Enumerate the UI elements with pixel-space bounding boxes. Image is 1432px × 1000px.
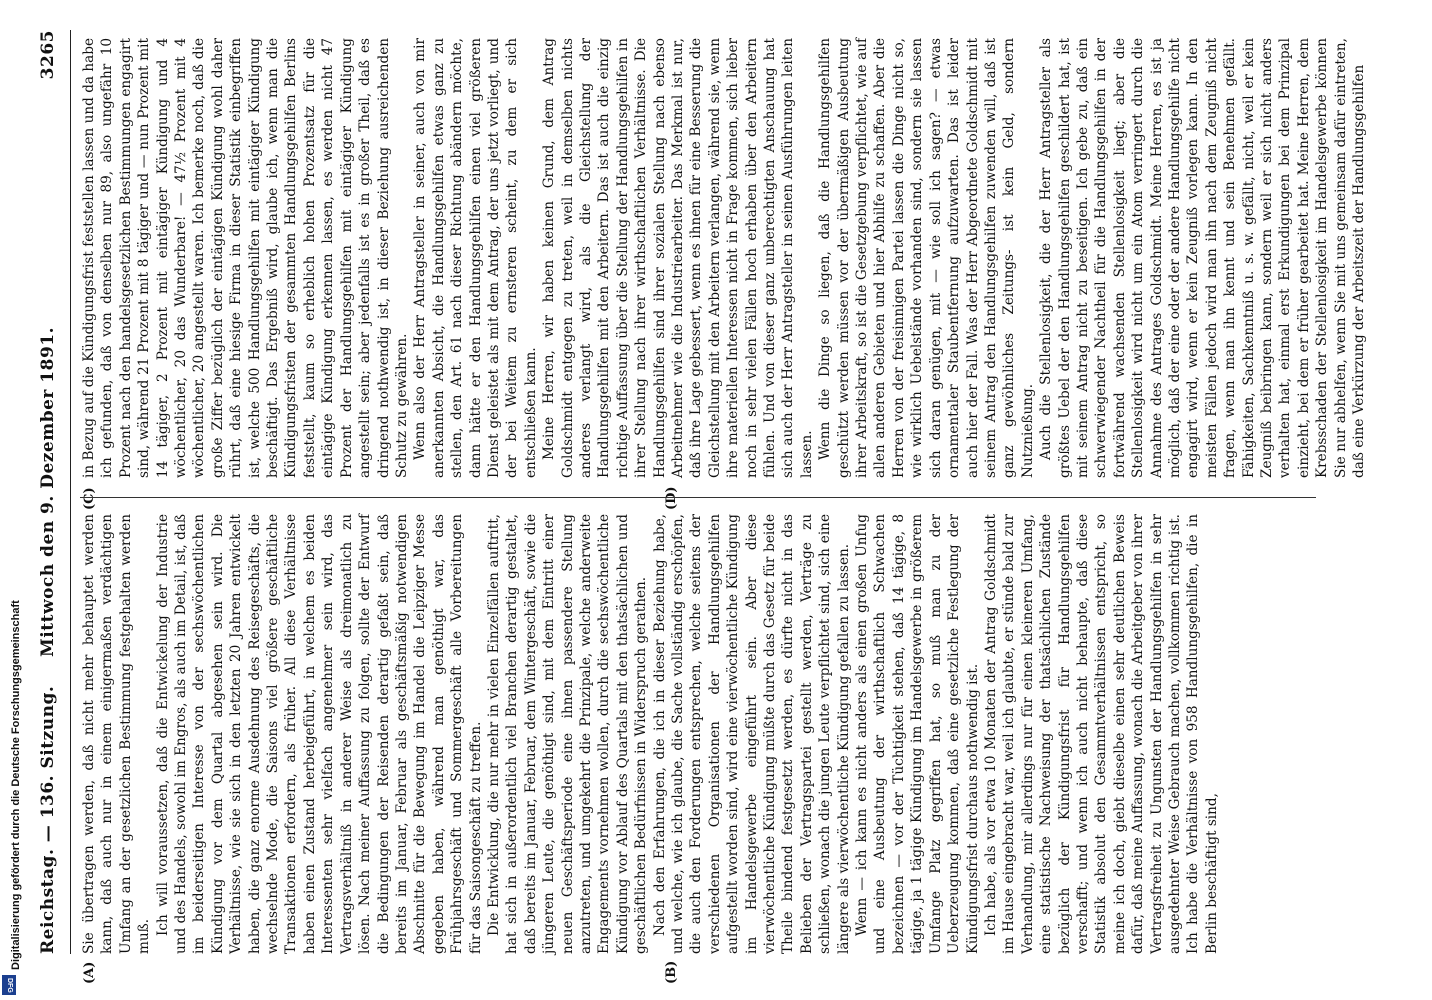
paragraph: in Bezug auf die Kündigungsfrist feststellen lassen und da habe ich gefunden, daß von denselben nur 89, also ungefähr 10 Prozent nach den handelsgesetzlichen Bestimmungen engagirt sind, während 21 Prozent mit 8 tägiger und — nun Prozent mit 14 tägiger, 2 Prozent mit eintägiger Kündigung und 4 wöchentlicher, 20 das Wunderbare! — 47½ Prozent mit 4 wöchentlicher, 20 angestellt waren. Ich bemerke noch, daß die große Ziffer bezüglich der eintägigen Kündigung wohl daher rührt, daß eine hiesige Firma in dieser Statistik einbegriffen ist, welche 500 Handlungsgehilfen mit eintägiger Kündigung beschäftigt. Das Ergebniß wird, glaube ich, wenn man die Kündigungsfristen der gesammten Handlungsgehilfen Berlins feststellt, kaum so erheblich hohen Prozentsatz für die eintägige Kündigung erkennen lassen, es werden nicht 47 Prozent der Handlungsgehilfen mit eintägiger Kündigung angestellt sein; aber jedenfalls ist es in großer Theil, daß es dringend nothwendig ist, in dieser Beziehung ausreichenden Schutz zu gewähren. [81,38,410,478]
margin-mark-b: (B) [664,960,679,984]
paragraph: Wenn also der Herr Antragsteller in seiner, auch von mir anerkannten Absicht, die Handlungsgehilfen etwas ganz zu stellen, den Art. 61 nach dieser Richtung abändern möchte, dann hätte er den Handlungsgehilfen einen viel größeren Dienst geleistet als mit dem Antrag, der uns jetzt vorliegt, und der bei Weitem zu ernsteren scheint, zu dem er sich entschließen kann. [412,38,539,478]
footer-strip [0,0,20,1000]
paragraph: Ich habe, als vor etwa 10 Monaten der Antrag Goldschmidt im Hause eingebracht war, weil ich glaubte, er stünde bald zur Verhandlung, mir allerdings nur für einen kleineren Umfang, eine statistische Nachweisung der thatsächlichen Zustände bezüglich der Kündigungsfrist für Handlungsgehilfen verschafft; und wenn ich auch nicht behaupte, daß diese Statistik absolut den Gesammtverhältnissen entspricht, so meine ich doch, giebt dieselbe einen sehr deutlichen Beweis dafür, daß meine Auffassung, wonach die Arbeitgeber von ihrer Vertragsfreiheit zu Ungunsten der Handlungsgehilfen in sehr ausgedehnter Weise Gebrauch machen, vollkommen richtig ist. Ich habe die Verhältnisse von 958 Handlungsgehilfen, die in Berlin beschäftigt sind, [982,514,1220,954]
header-date: Mittwoch den 9. Dezember 1891. [38,326,58,658]
scanned-page [24,6,1368,994]
text-column-right [80,38,1368,478]
margin-mark-d: (D) [664,486,679,510]
paragraph: Wenn — ich kann es nicht anders als einen großen Unfug und eine Ausbeutung der wirthschaftlich Schwachen bezeichnen — vor der Tüchtigkeit stehen, daß 14 tägige, 8 tägige, ja 1 tägige Kündigung im Handelsgewerbe in größerem Umfange Platz gegriffen hat, so muß man zu der Ueberzeugung kommen, daß eine gesetzliche Festlegung der Kündigungsfrist durchaus nothwendig ist. [854,514,981,954]
header-session: Reichstag. — 136. Sitzung. [38,685,58,954]
text-column-left [80,514,1221,954]
paragraph: Nach den Erfahrungen, die ich in dieser Beziehung habe, und welche, wie ich glaube, die Sache vollständig erschöpfen, die auch den Forderungen entsprechen, welche seitens der verschiedenen Organisationen der Handlungsgehilfen aufgestellt worden sind, wird eine vierwöchentliche Kündigung im Handelsgewerbe eingeführt sein. Aber diese vierwöchentliche Kündigung müßte durch das Gesetz für beide Theile bindend festgesetzt werden, es dürfte nicht in das Belieben der Vertragspartei gestellt werden, Verträge zu schließen, wonach die jungen Leute verpflichtet sind, sich eine längere als vierwöchentliche Kündigung gefallen zu lassen. [651,514,852,954]
margin-mark-a: (A) [82,961,97,984]
paragraph: Wenn die Dinge so liegen, daß die Handlungsgehilfen geschützt werden müssen vor der übermäßigen Ausbeutung ihrer Arbeitskraft, so ist die Gesetzgebung verpflichtet, wie auf allen anderen Gebieten und hier Abhilfe zu schaffen. Aber die Herren von der freisinnigen Partei lassen die Dinge nicht so, wie wirklich Uebelstände vorhanden sind, sondern sie lassen sich daran genügen, mit — wie soll ich sagen? — etwas ornamentaler Staubentfernung aufzuwarten. Das ist leider auch hier der Fall. Was der Herr Abgeordnete Goldschmidt mit seinem Antrag den Handlungsgehilfen zuwenden will, daß ist ganz gewöhnliches Zeitungs- ist kein Geld, sondern Nutznießung. [817,38,1036,478]
paragraph: Ich will voraussetzen, daß die Entwickelung der Industrie und des Handels, sowohl im Engros, als auch im Detail, ist, daß im beiderseitigen Interesse von der sechswöchentlichen Kündigung vor dem Quartal abgesehen sein wird. Die Verhältnisse, wie sie sich in den letzten 20 Jahren entwickelt haben, die ganz enorme Ausdehnung des Reisegeschäfts, die wechselnde Mode, die Saisons viel größere geschäftliche Transaktionen erfordern, als früher. All diese Verhältnisse haben einen Zustand herbeigeführt, in welchem es beiden Interessenten sehr vielfach angenehmer sein wird, das Vertragsverhältniß in anderer Weise als dreimonatlich zu lösen. Nach meiner Auffassung zu folgen, sollte der Entwurf die Bedingungen der Reisenden derartig gefaßt sein, daß bereits im Januar, Februar als geschäftsmäßig notwendigen Abschnitte für die Bewegung im Handel die Leipziger Messe gegeben haben, während man genöthigt war, das Frühjahrsgeschäft und Sommergeschäft alle Vorbereitungen für das Saisongeschäft zu treffen. [154,514,484,954]
paragraph: Sie übertragen werden, daß nicht mehr behauptet werden kann, daß auch nur in einem einigermaßen verdächtigen Umfang an der gesetzlichen Bestimmung festgehalten werden muß. [81,514,153,954]
running-header [38,30,66,954]
margin-mark-c: (C) [82,487,97,510]
digitization-credit: Digitalisierung gefördert durch die Deutsche Forschungsgemeinschaft [10,600,22,970]
dfg-logo: DFG [2,975,16,995]
paragraph: Auch die Stellenlosigkeit, die der Herr Antragsteller als größtes Uebel der den Handlungsgehilfen geschildert hat, ist mit seinem Antrag nicht zu beseitigen. Ich gebe zu, daß ein schwerwiegender Nachtheil für die Handlungsgehilfen in der fortwährend wachsenden Stellenlosigkeit liegt; aber die Stellenlosigkeit wird nicht um ein Atom verringert durch die Annahme des Antrages Goldschmidt. Meine Herren, es ist ja möglich, daß der eine oder der andere Handlungsgehilfe nicht engagirt wird, wenn er kein Zeugniß vorlegen kann. In den meisten Fällen jedoch wird man ihn nach dem Zeugniß nicht fragen, wenn man ihn kennt und sein Benehmen gefällt. Fähigkeiten, Sachkenntniß u. s. w. gefällt, nicht, weil er kein Zeugniß beibringen kann, sondern weil er sich nicht anders verhalten hat, einmal erst Erkundigungen bei dem Prinzipal einzieht, bei dem er früher gearbeitet hat. Meine Herren, dem Krebsschaden der Stellenlosigkeit im Handelsgewerbe können Sie nur abhelfen, wenn Sie mit uns gemeinsam dafür eintreten, daß eine Verkürzung der Arbeitszeit der Handlungsgehilfen [1038,38,1368,478]
column-divider [80,497,1316,498]
paragraph: Meine Herren, wir haben keinen Grund, dem Antrag Goldschmidt entgegen zu treten, weil in demselben nichts anderes verlangt wird, als die Gleichstellung der Handlungsgehilfen mit den Arbeitern. Das ist auch die einzig richtige Auffassung über die Stellung der Handlungsgehilfen in ihrer Stellung nach ihrer wirthschaftlichen Verhältnisse. Die Handlungsgehilfen sind ihrer sozialen Stellung nach ebenso Arbeitnehmer wie die Industriearbeiter. Das Merkmal ist nur, daß ihre Lage gebessert, wenn es ihnen für eine Besserung die Gleichstellung mit den Arbeitern verlangen, während sie, wenn ihre materiellen Interessen nicht in Frage kommen, sich lieber noch in sehr vielen Fällen hoch erhaben über den Arbeitern fühlen. Und von dieser ganz unberechtigten Anschauung hat sich auch der Herr Antragsteller in seinen Ausführungen leiten lassen. [541,38,815,478]
header-rule [70,30,71,954]
paragraph: Die Entwicklung, die nur mehr in vielen Einzelfällen auftritt, hat sich in außerordentlich viel Branchen derartig gestaltet, daß bereits im Januar, Februar, dem Wintergeschäft, sowie die jüngeren Leute, die genöthigt sind, mit dem Eintritt einer neuen Geschäftsperiode eine ihnen passendere Stellung anzutreten, und umgekehrt die Prinzipale, welche anderweite Engagements vornehmen wollen, durch die sechswöchentliche Kündigung vor Ablauf des Quartals mit den thatsächlichen und geschäftlichen Bedürfnissen in Widerspruch gerathen. [485,514,650,954]
page-number: 3265 [38,30,58,80]
